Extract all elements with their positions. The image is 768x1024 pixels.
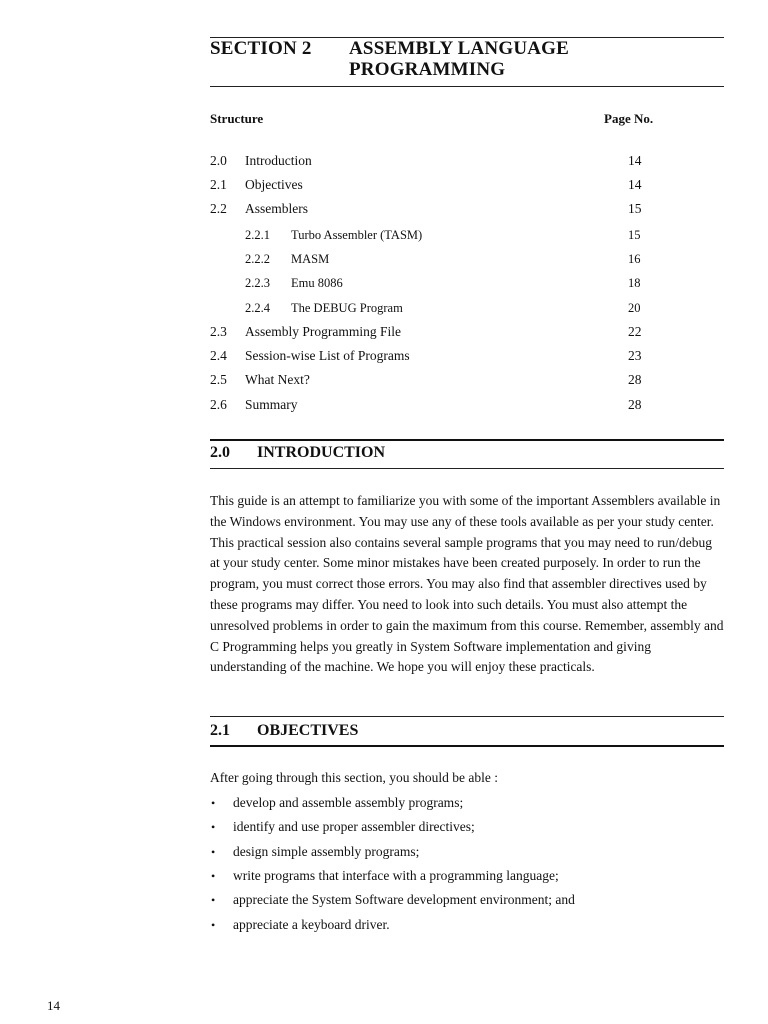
bullet-icon: • [211, 820, 216, 834]
section-number: SECTION 2 [210, 38, 312, 59]
intro-top-rule [210, 439, 724, 441]
title-bottom-rule [210, 86, 724, 87]
page-number: 14 [47, 998, 60, 1013]
toc-page: 14 [628, 177, 642, 192]
toc-number: 2.4 [210, 348, 227, 363]
toc-number: 2.3 [210, 324, 227, 339]
objectives-bottom-rule [210, 745, 724, 747]
heading-text: OBJECTIVES [257, 722, 359, 739]
bullet-icon: • [211, 893, 216, 907]
toc-title: Summary [245, 397, 298, 412]
toc-page: 28 [628, 397, 642, 412]
objectives-lead: After going through this section, you should be able : [210, 770, 498, 785]
toc-title: What Next? [245, 372, 310, 387]
heading-number: 2.1 [210, 722, 230, 739]
objectives-top-rule [210, 716, 724, 717]
toc-page: 15 [628, 201, 642, 216]
section-heading: ASSEMBLY LANGUAGE PROGRAMMING [349, 38, 570, 80]
toc-title: Introduction [245, 153, 312, 168]
bullet-icon: • [211, 796, 216, 810]
toc-number: 2.5 [210, 372, 227, 387]
toc-number: 2.2.1 [245, 228, 270, 242]
toc-page: 16 [628, 252, 641, 266]
toc-number: 2.0 [210, 153, 227, 168]
toc-number: 2.1 [210, 177, 227, 192]
toc-title: MASM [291, 252, 330, 266]
list-item-text: appreciate a keyboard driver. [233, 917, 390, 932]
toc-page: 28 [628, 372, 642, 387]
toc-number: 2.2.2 [245, 252, 270, 266]
bullet-icon: • [211, 918, 216, 932]
structure-label: Structure [210, 111, 264, 126]
list-item-text: write programs that interface with a programming language; [233, 868, 559, 883]
list-item-text: identify and use proper assembler directives; [233, 819, 475, 834]
toc-title: Session-wise List of Programs [245, 348, 410, 363]
intro-bottom-rule [210, 468, 724, 469]
toc-page: 23 [628, 348, 642, 363]
list-item-text: develop and assemble assembly programs; [233, 795, 464, 810]
bullet-icon: • [211, 869, 216, 883]
toc-number: 2.2.4 [245, 301, 270, 315]
toc-title: Assemblers [245, 201, 308, 216]
list-item-text: appreciate the System Software development environment; and [233, 892, 575, 907]
toc-page: 14 [628, 153, 642, 168]
toc-title: Assembly Programming File [245, 324, 401, 339]
list-item-text: design simple assembly programs; [233, 844, 420, 859]
heading-number: 2.0 [210, 444, 230, 461]
introduction-paragraph: This guide is an attempt to familiarize you with some of the important Assemblers available in the Windows environment. You may use any of these tools available as per your study center. This practical session also contains several sample programs that you may need to run/debug at your study center. Some minor mistakes have been created purposely. In order to run the program, you must correct those errors. You may also find that assembler directives used by these programs may differ. You need to look into such details. You must also attempt the unresolved problems in order to gain the maximum from this course. Remember, assembly and C Programming helps you greatly in System Software implementation and giving understanding of the machine. We hope you will enjoy these practicals. [210, 493, 724, 675]
toc-page: 22 [628, 324, 642, 339]
toc-number: 2.6 [210, 397, 227, 412]
toc-number: 2.2 [210, 201, 227, 216]
toc-number: 2.2.3 [245, 276, 270, 290]
toc-page: 18 [628, 276, 641, 290]
toc-title: Turbo Assembler (TASM) [291, 228, 423, 242]
toc-page: 20 [628, 301, 641, 315]
bullet-icon: • [211, 845, 216, 859]
heading-text: INTRODUCTION [257, 444, 386, 461]
page-no-label: Page No. [604, 111, 654, 126]
toc-title: Objectives [245, 177, 303, 192]
toc-title: Emu 8086 [291, 276, 343, 290]
toc-title: The DEBUG Program [291, 301, 403, 315]
toc-page: 15 [628, 228, 641, 242]
